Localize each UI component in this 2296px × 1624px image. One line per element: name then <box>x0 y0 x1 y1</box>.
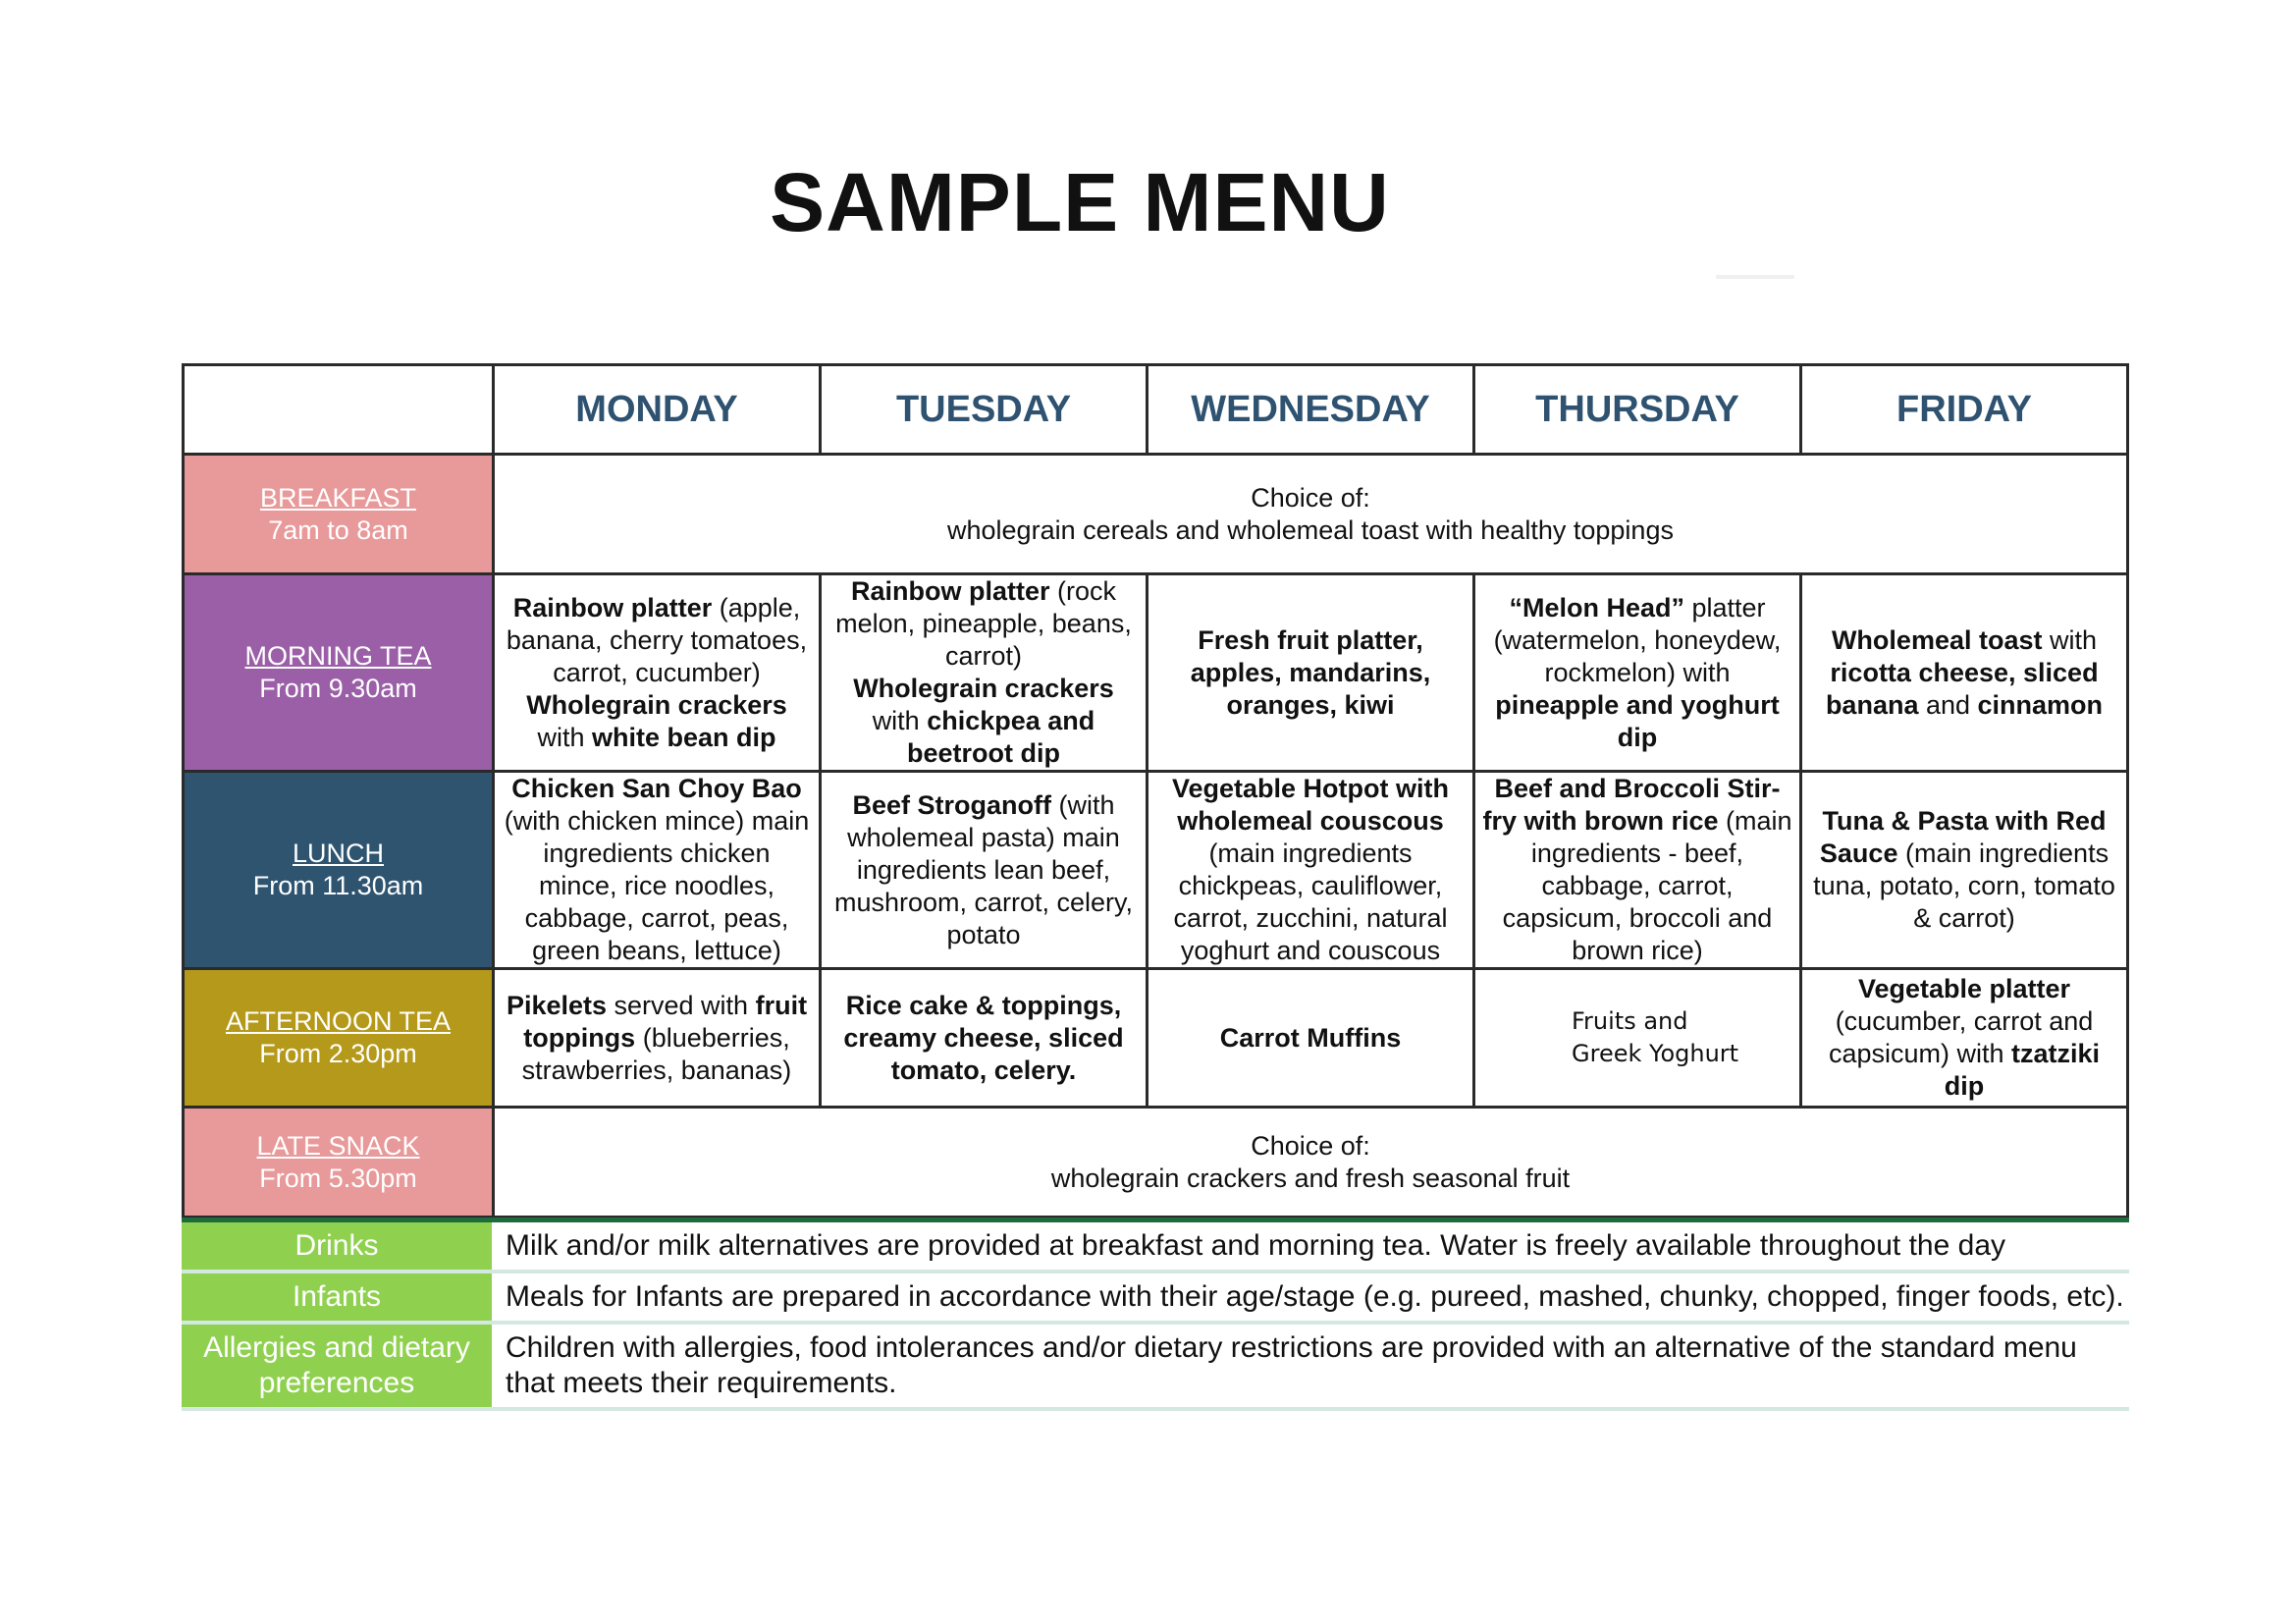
choice-text: wholegrain cereals and wholemeal toast with healthy toppings <box>947 514 1674 545</box>
morning-tea-thursday: “Melon Head” platter (watermelon, honeydew, rockmelon) with pineapple and yoghurt dip <box>1474 574 1801 772</box>
afternoon-tea-row <box>184 969 2128 1108</box>
note-text: Milk and/or milk alternatives are provided at breakfast and morning tea. Water is freely available throughout the day <box>506 1229 2006 1262</box>
lunch-wednesday: Vegetable Hotpot with wholemeal couscous (main ingredients chickpeas, cauliflower, carrot, zucchini, natural yoghurt and couscous <box>1148 772 1474 969</box>
meal-time: From 5.30pm <box>259 1163 417 1193</box>
faint-mark <box>1716 275 1794 279</box>
lunch-thursday: Beef and Broccoli Stir-fry with brown rice (main ingredients - beef, cabbage, carrot, capsicum, broccoli and brown rice) <box>1474 772 1801 969</box>
corner-cell <box>184 365 494 455</box>
lunch-tuesday: Beef Stroganoff (with wholemeal pasta) main ingredients lean beef, mushroom, carrot, celery, potato <box>821 772 1148 969</box>
meal-time: From 11.30am <box>252 871 424 900</box>
meal-name: MORNING TEA <box>244 641 432 671</box>
morning-tea-row <box>184 574 2128 772</box>
meal-time: From 2.30pm <box>259 1039 417 1068</box>
note-label: Infants <box>182 1272 492 1323</box>
afternoon-tea-tuesday: Rice cake & toppings, creamy cheese, sliced tomato, celery. <box>821 969 1148 1108</box>
note-text: Children with allergies, food intolerances and/or dietary restrictions are provided with an alternative of the standard menu that meets their requirements. <box>506 1331 2077 1399</box>
note-label: Allergies and dietary preferences <box>182 1323 492 1409</box>
morning-tea-label <box>184 574 494 772</box>
day-monday: MONDAY <box>494 365 821 455</box>
choice-title: Choice of: <box>1251 1130 1370 1161</box>
meal-time: From 9.30am <box>259 674 417 703</box>
meal-name: BREAKFAST <box>259 482 417 513</box>
morning-tea-tuesday: Rainbow platter (rock melon, pineapple, beans, carrot) Wholegrain crackers with chickpea and beetroot dip <box>821 574 1148 772</box>
afternoon-tea-wednesday: Carrot Muffins <box>1148 969 1474 1108</box>
lunch-row <box>184 772 2128 969</box>
meal-name: AFTERNOON TEA <box>225 1006 452 1036</box>
breakfast-label <box>184 455 494 574</box>
day-tuesday: TUESDAY <box>821 365 1148 455</box>
meal-name: LUNCH <box>292 839 384 868</box>
note-row-drinks <box>182 1220 2129 1272</box>
breakfast-row <box>184 455 2128 574</box>
late-snack-row <box>184 1108 2128 1218</box>
note-row-allergies <box>182 1323 2129 1409</box>
breakfast-choice <box>494 455 2128 574</box>
afternoon-tea-thursday: Fruits and Greek Yoghurt <box>1474 969 1801 1108</box>
choice-title: Choice of: <box>1251 482 1370 513</box>
note-label: Drinks <box>182 1220 492 1272</box>
notes-table <box>182 1218 2129 1411</box>
meal-name: LATE SNACK <box>256 1130 420 1161</box>
note-text: Meals for Infants are prepared in accordance with their age/stage (e.g. pureed, mashed, chunky, chopped, finger foods, etc). <box>506 1280 2124 1313</box>
page-title: SAMPLE MENU <box>770 156 1390 248</box>
afternoon-tea-friday: Vegetable platter (cucumber, carrot and capsicum) with tzatziki dip <box>1801 969 2128 1108</box>
note-row-infants <box>182 1272 2129 1323</box>
lunch-friday: Tuna & Pasta with Red Sauce (main ingredients tuna, potato, corn, tomato & carrot) <box>1801 772 2128 969</box>
day-header-row <box>184 365 2128 455</box>
morning-tea-monday: Rainbow platter (apple, banana, cherry tomatoes, carrot, cucumber) Wholegrain crackers with white bean dip <box>494 574 821 772</box>
afternoon-tea-label <box>184 969 494 1108</box>
lunch-monday: Chicken San Choy Bao (with chicken mince) main ingredients chicken mince, rice noodles, cabbage, carrot, peas, green beans, lettuce) <box>494 772 821 969</box>
day-thursday: THURSDAY <box>1474 365 1801 455</box>
late-snack-choice <box>494 1108 2128 1218</box>
late-snack-label <box>184 1108 494 1218</box>
afternoon-tea-monday: Pikelets served with fruit toppings (blueberries, strawberries, bananas) <box>494 969 821 1108</box>
morning-tea-friday: Wholemeal toast with ricotta cheese, sliced banana and cinnamon <box>1801 574 2128 772</box>
lunch-label <box>184 772 494 969</box>
day-friday: FRIDAY <box>1801 365 2128 455</box>
menu-table <box>182 363 2129 1218</box>
meal-time: 7am to 8am <box>268 514 408 545</box>
day-wednesday: WEDNESDAY <box>1148 365 1474 455</box>
morning-tea-wednesday: Fresh fruit platter, apples, mandarins, oranges, kiwi <box>1148 574 1474 772</box>
choice-text: wholegrain crackers and fresh seasonal fruit <box>1050 1163 1571 1193</box>
